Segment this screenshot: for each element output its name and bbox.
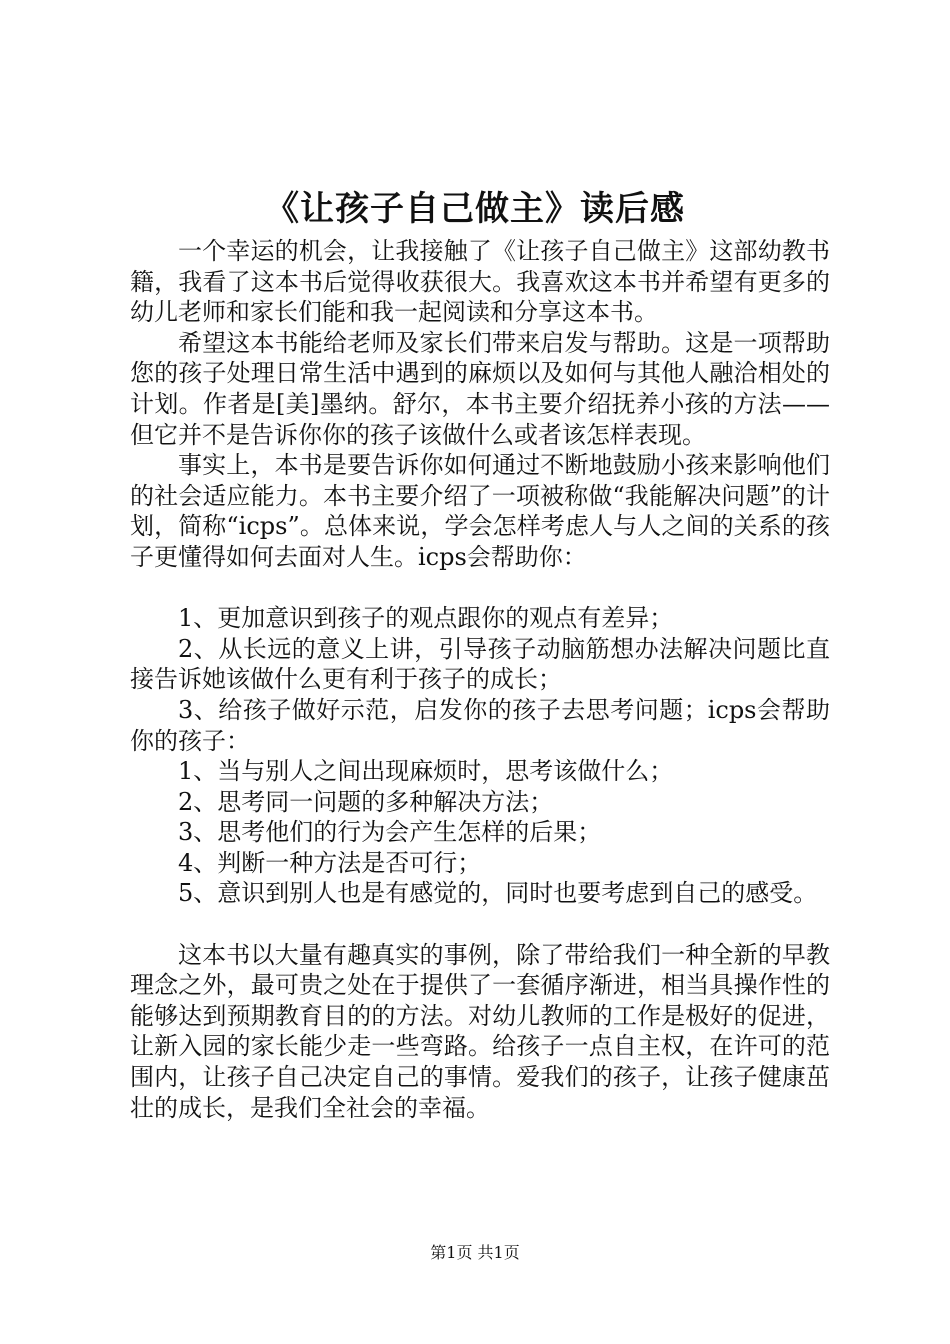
child-skill-item-1: 1、当与别人之间出现麻烦时，思考该做什么； xyxy=(178,757,674,786)
child-skill-item-2: 2、思考同一问题的多种解决方法； xyxy=(178,787,554,816)
document-title: 《让孩子自己做主》读后感 xyxy=(265,189,685,229)
paragraph-intro: 一个幸运的机会，让我接触了《让孩子自己做主》这部幼教书籍，我看了这本书后觉得收获很大。我喜欢这本书并希望有更多的幼儿老师和家长们能和我一起阅读和分享这本书。 xyxy=(130,237,830,327)
benefit-item-2: 2、从长远的意义上讲，引导孩子动脑筋想办法解决问题比直接告诉她该做什么更有利于孩子的成长； xyxy=(130,634,830,694)
document-body xyxy=(130,236,830,1123)
child-skill-item-4: 4、判断一种方法是否可行； xyxy=(178,848,482,877)
benefit-item-1: 1、更加意识到孩子的观点跟你的观点有差异； xyxy=(178,604,674,633)
benefit-item-3: 3、给孩子做好示范，启发你的孩子去思考问题；icps会帮助你的孩子： xyxy=(130,695,830,755)
child-skill-item-3: 3、思考他们的行为会产生怎样的后果； xyxy=(178,818,602,847)
paragraph-conclusion: 这本书以大量有趣真实的事例，除了带给我们一种全新的早教理念之外，最可贵之处在于提供了一套循序渐进，相当具操作性的能够达到预期教育目的的方法。对幼儿教师的工作是极好的促进，让新入园的家长能少走一些弯路。给孩子一点自主权，在许可的范围内，让孩子自己决定自己的事情。爱我们的孩子，让孩子健康茁壮的成长，是我们全社会的幸福。 xyxy=(130,940,830,1122)
blank-line xyxy=(130,573,830,604)
paragraph-hope: 希望这本书能给老师及家长们带来启发与帮助。这是一项帮助您的孩子处理日常生活中遇到的麻烦以及如何与其他人融洽相处的计划。作者是[美]墨纳。舒尔，本书主要介绍抚养小孩的方法——但它并不是告诉你你的孩子该做什么或者该怎样表现。 xyxy=(130,328,830,449)
paragraph-icps: 事实上，本书是要告诉你如何通过不断地鼓励小孩来影响他们的社会适应能力。本书主要介绍了一项被称做“我能解决问题”的计划，简称“icps”。总体来说，学会怎样考虑人与人之间的关系的孩子更懂得如何去面对人生。icps会帮助你： xyxy=(130,451,830,571)
page-indicator: 第1页 共1页 xyxy=(430,1243,520,1262)
child-skill-item-5: 5、意识到别人也是有感觉的，同时也要考虑到自己的感受。 xyxy=(178,879,818,908)
blank-line xyxy=(130,909,830,940)
